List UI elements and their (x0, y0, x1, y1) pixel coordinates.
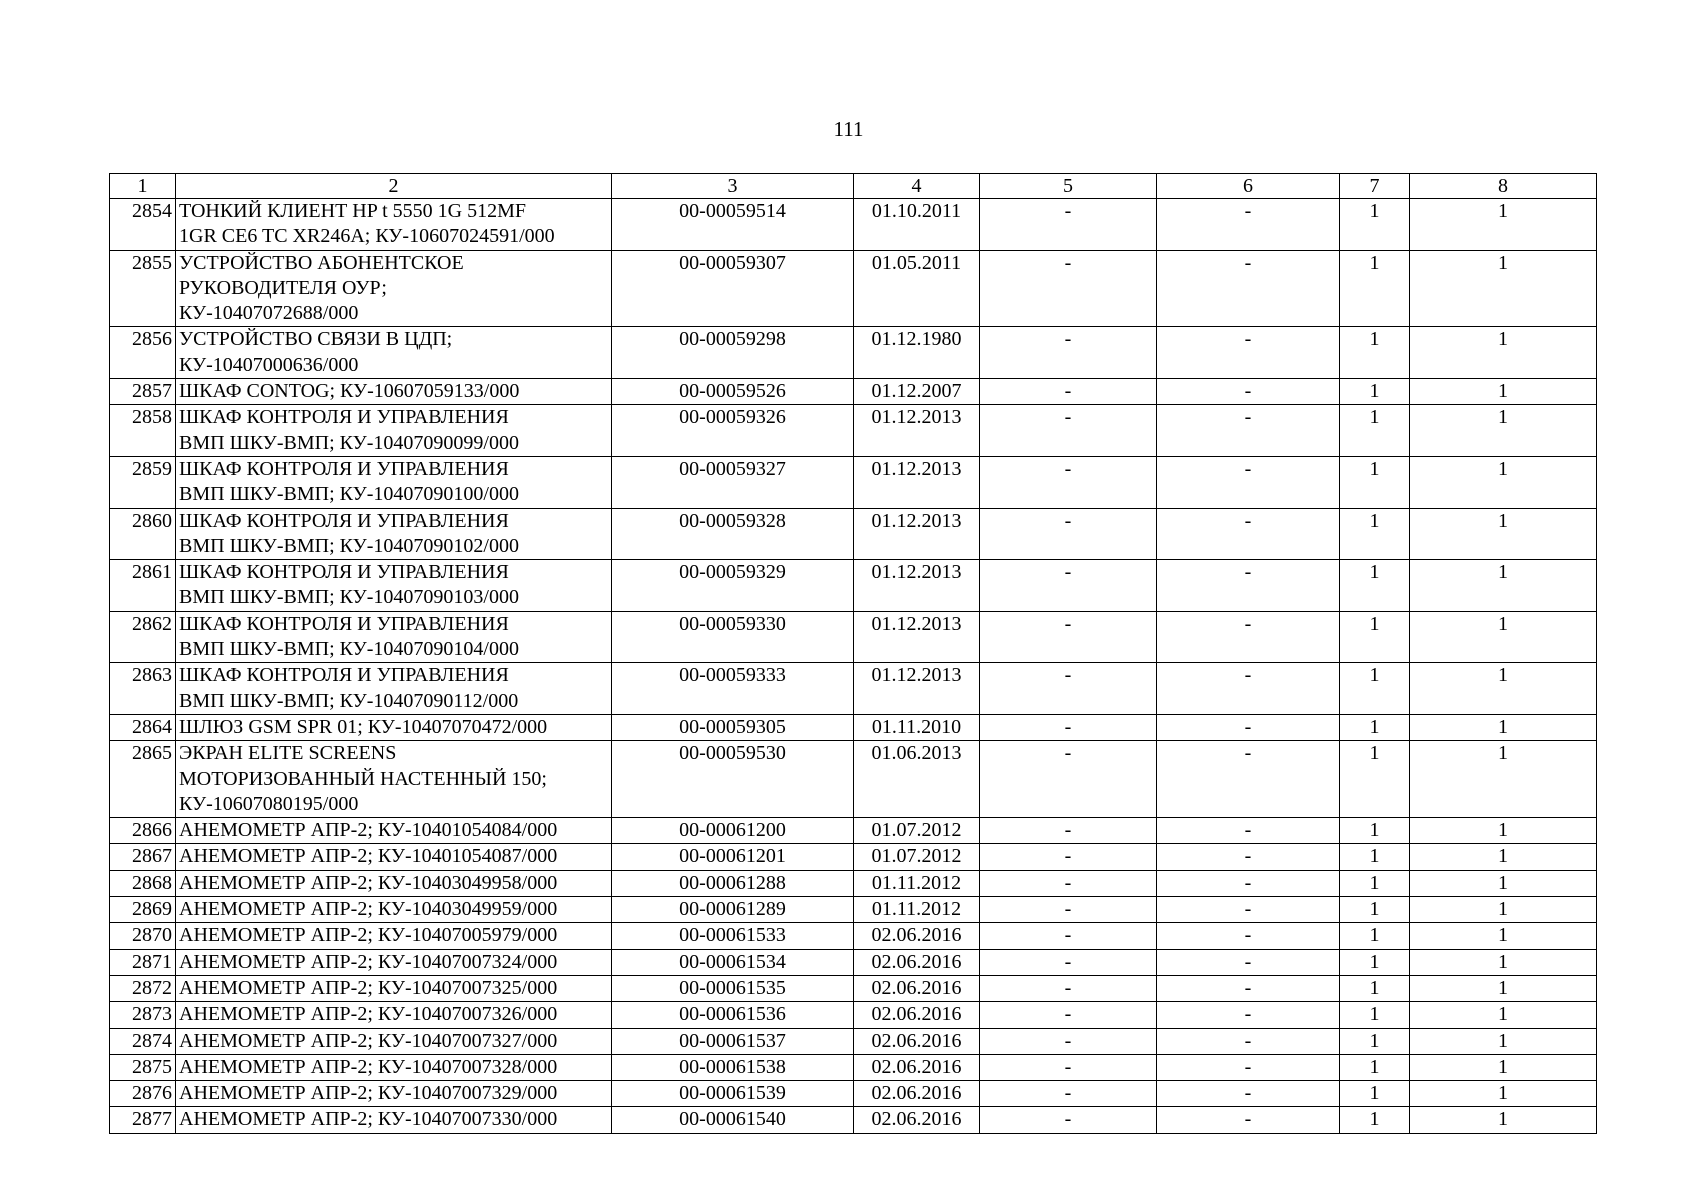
row-number: 2854 (110, 199, 176, 251)
column-8-cell: 1 (1410, 975, 1597, 1001)
row-number: 2859 (110, 456, 176, 508)
column-8-cell: 1 (1410, 250, 1597, 327)
item-name: ШЛЮЗ GSM SPR 01; КУ-10407070472/000 (176, 714, 612, 740)
date-cell: 01.11.2012 (854, 870, 980, 896)
column-8-cell: 1 (1410, 327, 1597, 379)
date-cell: 01.11.2010 (854, 714, 980, 740)
column-7-cell: 1 (1340, 250, 1410, 327)
item-name: ШКАФ КОНТРОЛЯ И УПРАВЛЕНИЯ ВМП ШКУ-ВМП; КУ-10407090099/000 (176, 405, 612, 457)
table-row (110, 714, 1597, 740)
row-number: 2875 (110, 1054, 176, 1080)
inventory-code: 00-00059333 (612, 663, 854, 715)
column-header-1: 1 (110, 174, 176, 199)
column-7-cell: 1 (1340, 456, 1410, 508)
row-number: 2858 (110, 405, 176, 457)
column-8-cell: 1 (1410, 508, 1597, 560)
row-number: 2867 (110, 844, 176, 870)
column-6-cell: - (1157, 741, 1340, 818)
column-7-cell: 1 (1340, 1002, 1410, 1028)
column-7-cell: 1 (1340, 975, 1410, 1001)
column-5-cell: - (980, 741, 1157, 818)
item-name: АНЕМОМЕТР АПР-2; КУ-10407007325/000 (176, 975, 612, 1001)
inventory-code: 00-00059327 (612, 456, 854, 508)
column-5-cell: - (980, 611, 1157, 663)
table-row (110, 741, 1597, 818)
table-row (110, 1002, 1597, 1028)
column-header-8: 8 (1410, 174, 1597, 199)
column-5-cell: - (980, 844, 1157, 870)
column-8-cell: 1 (1410, 379, 1597, 405)
row-number: 2864 (110, 714, 176, 740)
table-row (110, 975, 1597, 1001)
date-cell: 01.10.2011 (854, 199, 980, 251)
item-name: ШКАФ КОНТРОЛЯ И УПРАВЛЕНИЯ ВМП ШКУ-ВМП; КУ-10407090112/000 (176, 663, 612, 715)
column-7-cell: 1 (1340, 405, 1410, 457)
column-7-cell: 1 (1340, 1054, 1410, 1080)
column-5-cell: - (980, 199, 1157, 251)
row-number: 2876 (110, 1081, 176, 1107)
table-body (110, 199, 1597, 1134)
date-cell: 01.06.2013 (854, 741, 980, 818)
item-name: АНЕМОМЕТР АПР-2; КУ-10407005979/000 (176, 923, 612, 949)
column-5-cell: - (980, 250, 1157, 327)
row-number: 2861 (110, 560, 176, 612)
date-cell: 01.12.2013 (854, 405, 980, 457)
column-7-cell: 1 (1340, 1081, 1410, 1107)
column-7-cell: 1 (1340, 870, 1410, 896)
column-6-cell: - (1157, 663, 1340, 715)
column-5-cell: - (980, 1028, 1157, 1054)
inventory-code: 00-00059298 (612, 327, 854, 379)
table-row (110, 456, 1597, 508)
column-7-cell: 1 (1340, 1028, 1410, 1054)
column-header-3: 3 (612, 174, 854, 199)
table-row (110, 508, 1597, 560)
row-number: 2863 (110, 663, 176, 715)
table-row (110, 844, 1597, 870)
column-5-cell: - (980, 1107, 1157, 1133)
date-cell: 01.12.2013 (854, 456, 980, 508)
page-number: 111 (833, 117, 864, 141)
row-number: 2862 (110, 611, 176, 663)
row-number: 2877 (110, 1107, 176, 1133)
date-cell: 02.06.2016 (854, 1028, 980, 1054)
column-6-cell: - (1157, 199, 1340, 251)
table-row (110, 897, 1597, 923)
column-7-cell: 1 (1340, 949, 1410, 975)
inventory-code: 00-00059326 (612, 405, 854, 457)
item-name: АНЕМОМЕТР АПР-2; КУ-10403049958/000 (176, 870, 612, 896)
column-5-cell: - (980, 714, 1157, 740)
column-6-cell: - (1157, 1028, 1340, 1054)
table-row (110, 949, 1597, 975)
inventory-code: 00-00059330 (612, 611, 854, 663)
column-8-cell: 1 (1410, 741, 1597, 818)
table-row (110, 199, 1597, 251)
column-6-cell: - (1157, 923, 1340, 949)
column-header-5: 5 (980, 174, 1157, 199)
column-5-cell: - (980, 870, 1157, 896)
item-name: АНЕМОМЕТР АПР-2; КУ-10401054084/000 (176, 818, 612, 844)
column-7-cell: 1 (1340, 199, 1410, 251)
column-header-6: 6 (1157, 174, 1340, 199)
column-8-cell: 1 (1410, 844, 1597, 870)
column-6-cell: - (1157, 897, 1340, 923)
item-name: ШКАФ КОНТРОЛЯ И УПРАВЛЕНИЯ ВМП ШКУ-ВМП; КУ-10407090102/000 (176, 508, 612, 560)
column-7-cell: 1 (1340, 923, 1410, 949)
date-cell: 01.07.2012 (854, 818, 980, 844)
column-6-cell: - (1157, 405, 1340, 457)
date-cell: 02.06.2016 (854, 1107, 980, 1133)
inventory-code: 00-00061538 (612, 1054, 854, 1080)
column-8-cell: 1 (1410, 818, 1597, 844)
row-number: 2865 (110, 741, 176, 818)
column-5-cell: - (980, 975, 1157, 1001)
inventory-code: 00-00059307 (612, 250, 854, 327)
item-name: АНЕМОМЕТР АПР-2; КУ-10407007324/000 (176, 949, 612, 975)
table-row (110, 1028, 1597, 1054)
column-6-cell: - (1157, 1002, 1340, 1028)
column-6-cell: - (1157, 844, 1340, 870)
item-name: ЭКРАН ELITE SCREENS МОТОРИЗОВАННЫЙ НАСТЕННЫЙ 150; КУ-10607080195/000 (176, 741, 612, 818)
date-cell: 02.06.2016 (854, 923, 980, 949)
column-8-cell: 1 (1410, 923, 1597, 949)
date-cell: 02.06.2016 (854, 1002, 980, 1028)
column-8-cell: 1 (1410, 456, 1597, 508)
column-5-cell: - (980, 456, 1157, 508)
date-cell: 02.06.2016 (854, 1054, 980, 1080)
date-cell: 01.12.2007 (854, 379, 980, 405)
table-row (110, 560, 1597, 612)
column-6-cell: - (1157, 508, 1340, 560)
item-name: АНЕМОМЕТР АПР-2; КУ-10407007330/000 (176, 1107, 612, 1133)
item-name: ШКАФ CONTOG; КУ-10607059133/000 (176, 379, 612, 405)
date-cell: 01.12.2013 (854, 560, 980, 612)
column-5-cell: - (980, 897, 1157, 923)
column-5-cell: - (980, 379, 1157, 405)
column-header-2: 2 (176, 174, 612, 199)
date-cell: 01.12.2013 (854, 611, 980, 663)
column-6-cell: - (1157, 1054, 1340, 1080)
table-row (110, 1081, 1597, 1107)
item-name: ШКАФ КОНТРОЛЯ И УПРАВЛЕНИЯ ВМП ШКУ-ВМП; КУ-10407090100/000 (176, 456, 612, 508)
inventory-code: 00-00061288 (612, 870, 854, 896)
column-6-cell: - (1157, 714, 1340, 740)
header-row (110, 174, 1597, 199)
item-name: УСТРОЙСТВО СВЯЗИ В ЦДП; КУ-10407000636/000 (176, 327, 612, 379)
column-7-cell: 1 (1340, 508, 1410, 560)
column-5-cell: - (980, 949, 1157, 975)
column-5-cell: - (980, 560, 1157, 612)
column-6-cell: - (1157, 870, 1340, 896)
row-number: 2870 (110, 923, 176, 949)
date-cell: 01.12.2013 (854, 508, 980, 560)
date-cell: 01.12.1980 (854, 327, 980, 379)
column-8-cell: 1 (1410, 870, 1597, 896)
table-row (110, 405, 1597, 457)
inventory-code: 00-00059530 (612, 741, 854, 818)
row-number: 2856 (110, 327, 176, 379)
row-number: 2874 (110, 1028, 176, 1054)
date-cell: 02.06.2016 (854, 1081, 980, 1107)
column-8-cell: 1 (1410, 897, 1597, 923)
inventory-code: 00-00061201 (612, 844, 854, 870)
item-name: УСТРОЙСТВО АБОНЕНТСКОЕ РУКОВОДИТЕЛЯ ОУР; КУ-10407072688/000 (176, 250, 612, 327)
row-number: 2872 (110, 975, 176, 1001)
row-number: 2868 (110, 870, 176, 896)
column-6-cell: - (1157, 975, 1340, 1001)
date-cell: 01.11.2012 (854, 897, 980, 923)
column-8-cell: 1 (1410, 1107, 1597, 1133)
column-header-7: 7 (1340, 174, 1410, 199)
table-row (110, 818, 1597, 844)
inventory-code: 00-00061539 (612, 1081, 854, 1107)
row-number: 2866 (110, 818, 176, 844)
column-8-cell: 1 (1410, 560, 1597, 612)
column-7-cell: 1 (1340, 741, 1410, 818)
row-number: 2873 (110, 1002, 176, 1028)
column-7-cell: 1 (1340, 844, 1410, 870)
column-6-cell: - (1157, 560, 1340, 612)
inventory-code: 00-00061289 (612, 897, 854, 923)
table-row (110, 379, 1597, 405)
item-name: АНЕМОМЕТР АПР-2; КУ-10407007328/000 (176, 1054, 612, 1080)
column-6-cell: - (1157, 818, 1340, 844)
inventory-code: 00-00061534 (612, 949, 854, 975)
item-name: АНЕМОМЕТР АПР-2; КУ-10401054087/000 (176, 844, 612, 870)
column-6-cell: - (1157, 1081, 1340, 1107)
column-8-cell: 1 (1410, 663, 1597, 715)
column-7-cell: 1 (1340, 611, 1410, 663)
table-row (110, 1054, 1597, 1080)
column-8-cell: 1 (1410, 199, 1597, 251)
column-6-cell: - (1157, 456, 1340, 508)
table-row (110, 611, 1597, 663)
inventory-code: 00-00059305 (612, 714, 854, 740)
date-cell: 01.12.2013 (854, 663, 980, 715)
table-row (110, 327, 1597, 379)
column-5-cell: - (980, 663, 1157, 715)
column-8-cell: 1 (1410, 405, 1597, 457)
column-6-cell: - (1157, 611, 1340, 663)
column-8-cell: 1 (1410, 1028, 1597, 1054)
column-6-cell: - (1157, 1107, 1340, 1133)
column-5-cell: - (980, 1002, 1157, 1028)
column-7-cell: 1 (1340, 1107, 1410, 1133)
column-header-4: 4 (854, 174, 980, 199)
column-8-cell: 1 (1410, 714, 1597, 740)
column-8-cell: 1 (1410, 611, 1597, 663)
column-7-cell: 1 (1340, 714, 1410, 740)
column-5-cell: - (980, 818, 1157, 844)
column-7-cell: 1 (1340, 663, 1410, 715)
item-name: АНЕМОМЕТР АПР-2; КУ-10403049959/000 (176, 897, 612, 923)
inventory-code: 00-00059514 (612, 199, 854, 251)
column-6-cell: - (1157, 949, 1340, 975)
item-name: АНЕМОМЕТР АПР-2; КУ-10407007329/000 (176, 1081, 612, 1107)
column-7-cell: 1 (1340, 379, 1410, 405)
column-8-cell: 1 (1410, 1054, 1597, 1080)
column-5-cell: - (980, 923, 1157, 949)
column-5-cell: - (980, 508, 1157, 560)
column-5-cell: - (980, 405, 1157, 457)
date-cell: 01.05.2011 (854, 250, 980, 327)
inventory-code: 00-00059526 (612, 379, 854, 405)
inventory-code: 00-00061200 (612, 818, 854, 844)
asset-table (109, 173, 1597, 1134)
column-6-cell: - (1157, 250, 1340, 327)
item-name: АНЕМОМЕТР АПР-2; КУ-10407007326/000 (176, 1002, 612, 1028)
inventory-code: 00-00061535 (612, 975, 854, 1001)
item-name: АНЕМОМЕТР АПР-2; КУ-10407007327/000 (176, 1028, 612, 1054)
column-7-cell: 1 (1340, 327, 1410, 379)
column-7-cell: 1 (1340, 897, 1410, 923)
inventory-code: 00-00061537 (612, 1028, 854, 1054)
column-5-cell: - (980, 327, 1157, 379)
column-7-cell: 1 (1340, 560, 1410, 612)
inventory-code: 00-00061533 (612, 923, 854, 949)
table-row (110, 663, 1597, 715)
date-cell: 02.06.2016 (854, 975, 980, 1001)
inventory-code: 00-00059328 (612, 508, 854, 560)
column-5-cell: - (980, 1081, 1157, 1107)
table-row (110, 1107, 1597, 1133)
column-6-cell: - (1157, 379, 1340, 405)
row-number: 2855 (110, 250, 176, 327)
table-row (110, 870, 1597, 896)
row-number: 2869 (110, 897, 176, 923)
column-8-cell: 1 (1410, 1002, 1597, 1028)
inventory-code: 00-00059329 (612, 560, 854, 612)
inventory-code: 00-00061540 (612, 1107, 854, 1133)
table-row (110, 250, 1597, 327)
item-name: ТОНКИЙ КЛИЕНТ HP t 5550 1G 512MF 1GR CE6 TC XR246A; КУ-10607024591/000 (176, 199, 612, 251)
inventory-code: 00-00061536 (612, 1002, 854, 1028)
column-8-cell: 1 (1410, 949, 1597, 975)
date-cell: 01.07.2012 (854, 844, 980, 870)
column-6-cell: - (1157, 327, 1340, 379)
column-5-cell: - (980, 1054, 1157, 1080)
row-number: 2871 (110, 949, 176, 975)
item-name: ШКАФ КОНТРОЛЯ И УПРАВЛЕНИЯ ВМП ШКУ-ВМП; КУ-10407090104/000 (176, 611, 612, 663)
row-number: 2857 (110, 379, 176, 405)
date-cell: 02.06.2016 (854, 949, 980, 975)
table-row (110, 923, 1597, 949)
column-7-cell: 1 (1340, 818, 1410, 844)
column-8-cell: 1 (1410, 1081, 1597, 1107)
item-name: ШКАФ КОНТРОЛЯ И УПРАВЛЕНИЯ ВМП ШКУ-ВМП; КУ-10407090103/000 (176, 560, 612, 612)
row-number: 2860 (110, 508, 176, 560)
